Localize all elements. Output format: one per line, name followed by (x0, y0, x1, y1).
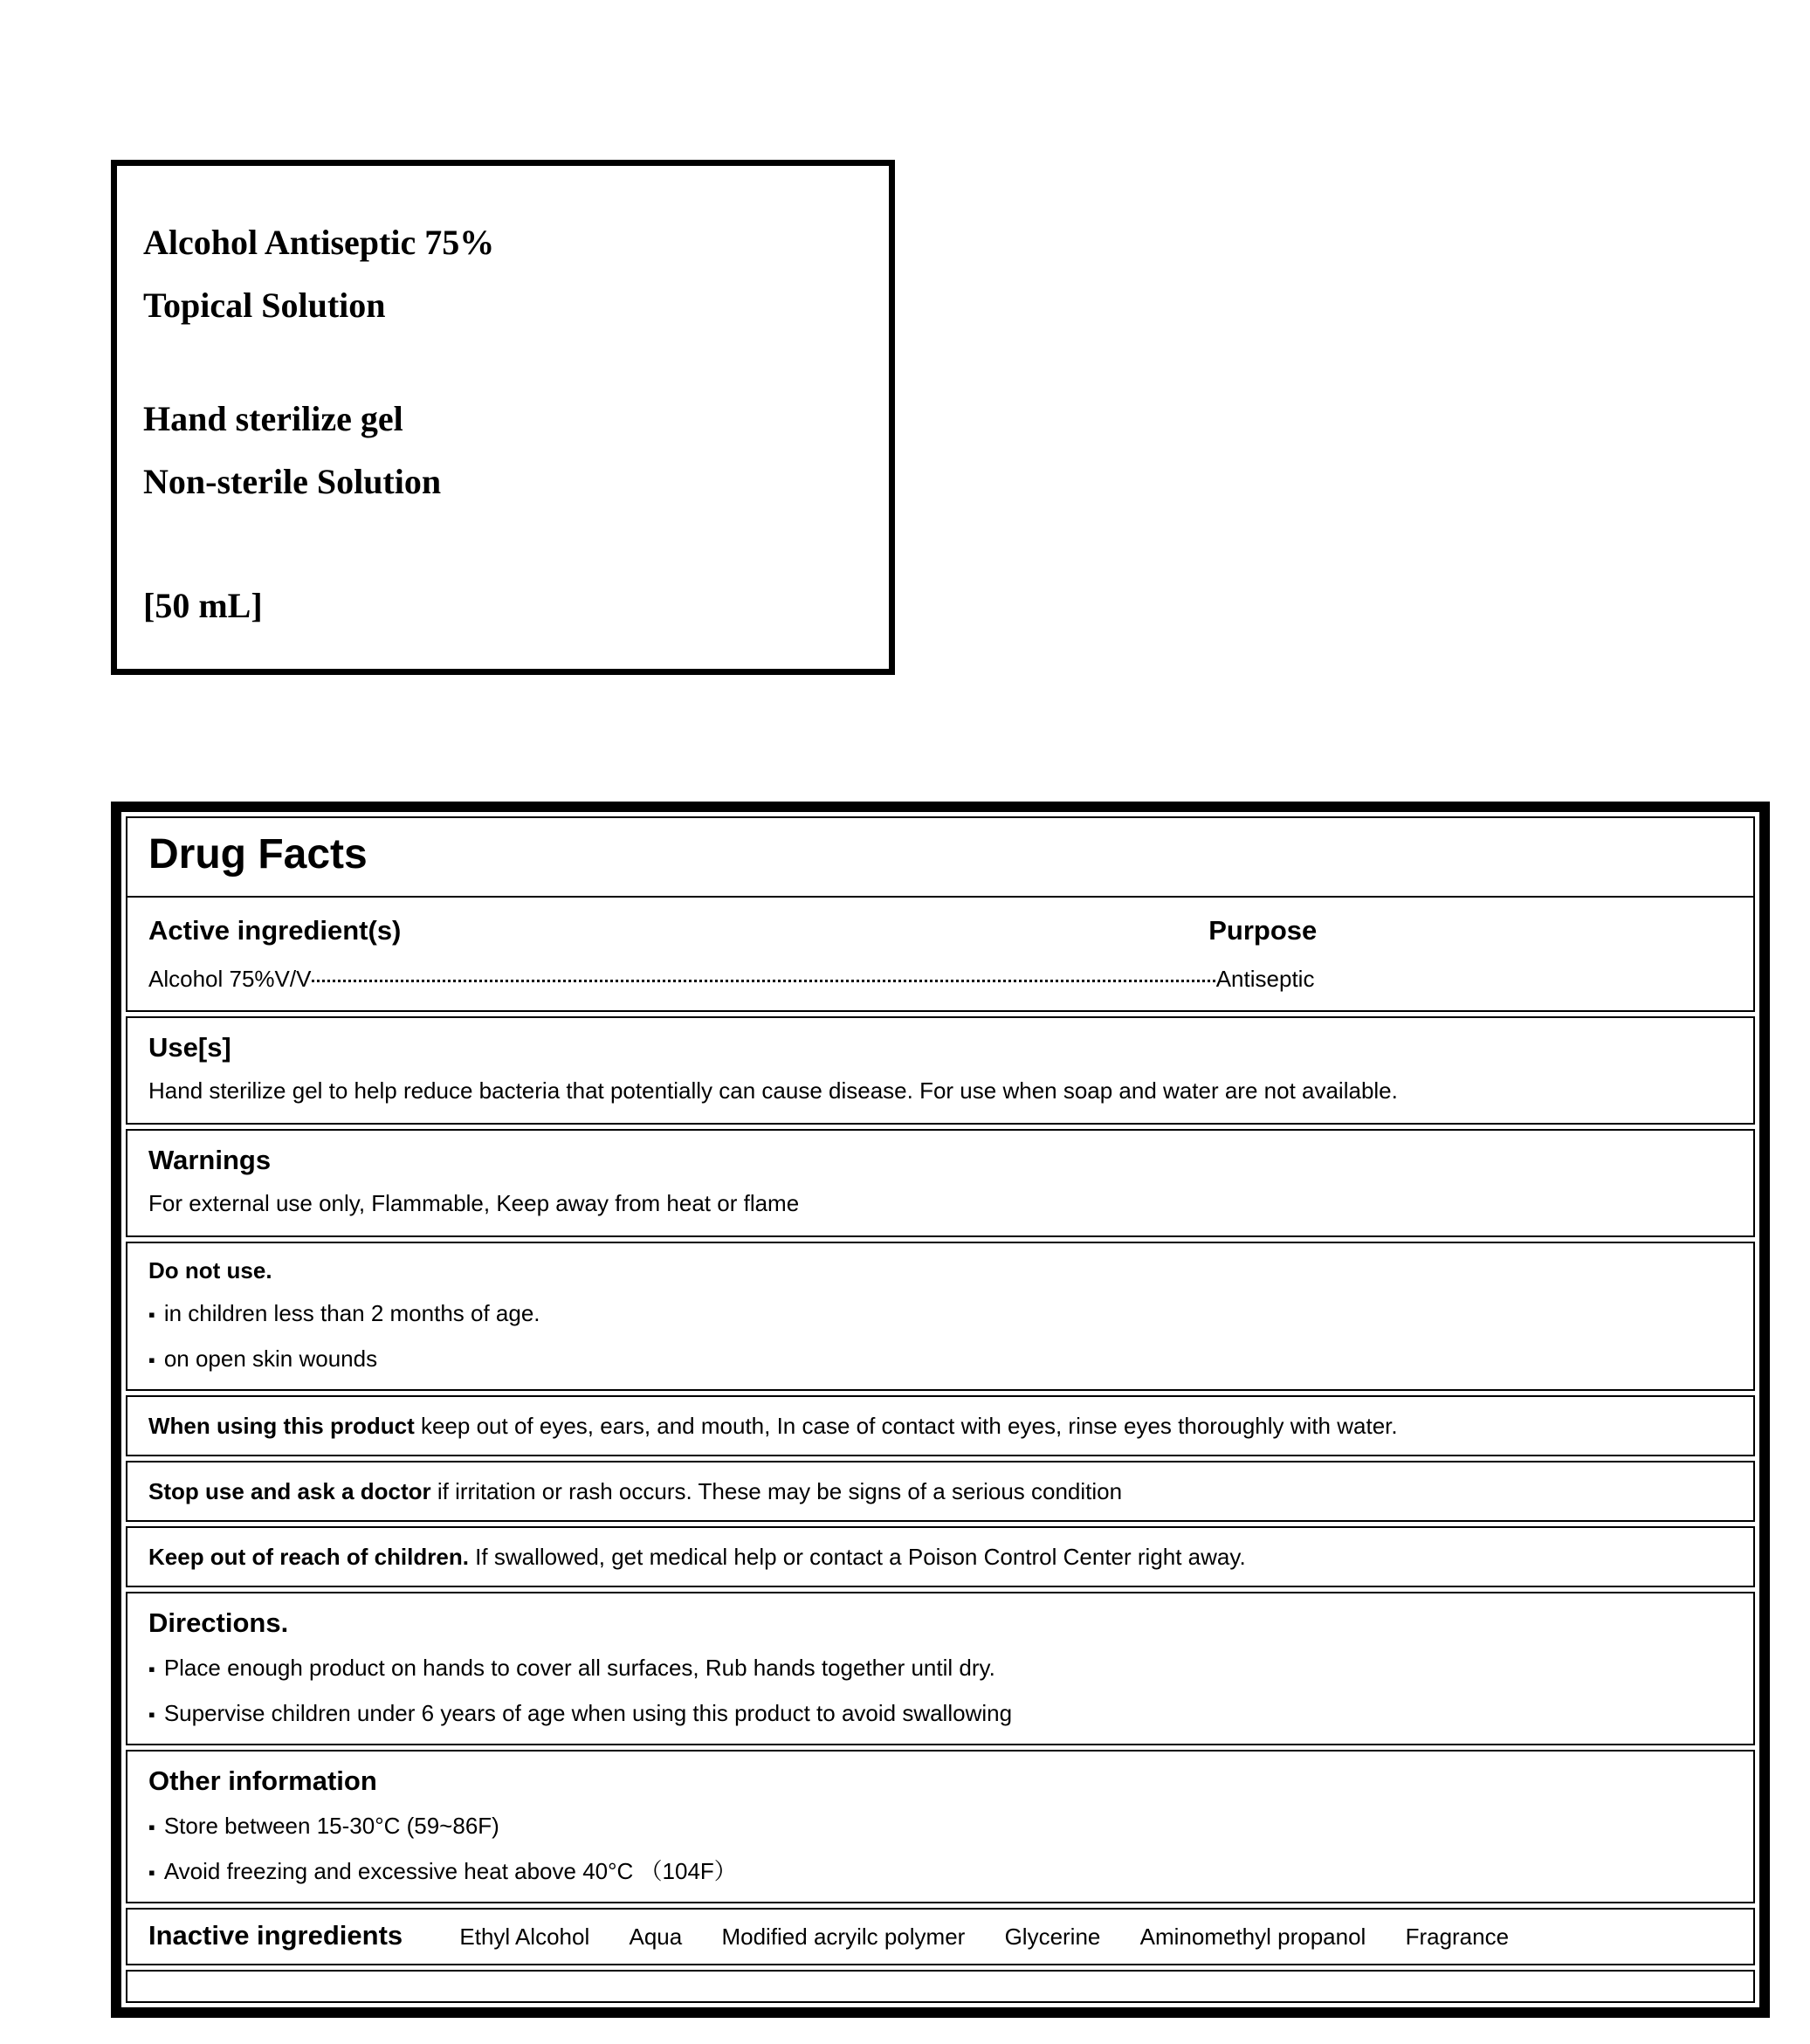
bullet-icon: ▪ (148, 1703, 155, 1725)
product-subtitle-line2: Non-sterile Solution (143, 462, 442, 501)
section-do-not-use (126, 1242, 1755, 1391)
keep-out-text: If swallowed, get medical help or contact a Poison Control Center right away. (468, 1544, 1246, 1570)
drug-facts-panel (111, 802, 1770, 2018)
inactive-ingredient: Ethyl Alcohol (459, 1924, 590, 1950)
bullet-icon: ▪ (148, 1816, 155, 1838)
directions-bullet-1-text: Place enough product on hands to cover all surfaces, Rub hands together until dry. (163, 1655, 995, 1681)
spacer (143, 337, 863, 388)
uses-text: Hand sterilize gel to help reduce bacteria that potentially can cause disease. For use when soap and water are not available. (148, 1077, 1398, 1104)
inactive-ingredient: Fragrance (1405, 1924, 1510, 1950)
dotted-leader (312, 980, 1215, 982)
warnings-heading: Warnings (148, 1145, 272, 1175)
bullet-icon: ▪ (148, 1304, 155, 1325)
section-stop-use (126, 1461, 1755, 1522)
do-not-use-bullet-2 (148, 1344, 1732, 1375)
when-using-lead: When using this product (148, 1413, 415, 1439)
warnings-text: For external use only, Flammable, Keep away from heat or flame (148, 1190, 800, 1216)
other-info-bullet-1-text: Store between 15-30°C (59~86F) (163, 1813, 499, 1839)
bullet-icon: ▪ (148, 1349, 155, 1371)
when-using-text: keep out of eyes, ears, and mouth, In case of contact with eyes, rinse eyes thoroughly with water. (414, 1413, 1398, 1439)
do-not-use-bullet-1 (148, 1298, 1732, 1330)
keep-out-lead: Keep out of reach of children. (148, 1544, 469, 1570)
product-subtitle-line1: Hand sterilize gel (143, 399, 403, 438)
active-ingredient-row (127, 950, 1335, 1010)
section-when-using (126, 1395, 1755, 1456)
section-inactive-ingredients (126, 1908, 1755, 1965)
keep-out-line (148, 1542, 1732, 1572)
section-uses (126, 1016, 1755, 1125)
active-ingredient-name: Alcohol 75%V/V (148, 966, 312, 992)
empty-footer-box (126, 1970, 1755, 2003)
directions-heading: Directions. (148, 1607, 289, 1638)
section-warnings (126, 1129, 1755, 1237)
bullet-icon: ▪ (148, 1862, 155, 1883)
other-info-bullet-2 (148, 1856, 1732, 1888)
product-title-line1: Alcohol Antiseptic 75% (143, 223, 495, 262)
stop-use-line (148, 1476, 1732, 1506)
other-info-bullet-2-text: Avoid freezing and excessive heat above 40°C （104F） (163, 1858, 737, 1884)
purpose-heading: Purpose (1208, 915, 1318, 946)
other-information-heading: Other information (148, 1765, 377, 1796)
purpose-value: Antiseptic (1215, 966, 1315, 992)
section-other-information (126, 1750, 1755, 1903)
inactive-ingredient: Aminomethyl propanol (1139, 1924, 1366, 1950)
active-ingredient-heading-row (127, 898, 1753, 950)
inactive-ingredient: Modified acryilc polymer (721, 1924, 966, 1950)
directions-bullet-2-text: Supervise children under 6 years of age when using this product to avoid swallowing (163, 1700, 1013, 1726)
product-volume: [50 mL] (143, 586, 263, 625)
other-info-bullet-1 (148, 1811, 1732, 1842)
when-using-line (148, 1411, 1732, 1441)
product-info-box (111, 160, 895, 675)
uses-heading: Use[s] (148, 1032, 231, 1063)
active-ingredient-heading: Active ingredient(s) (148, 915, 402, 946)
do-not-use-bullet-1-text: in children less than 2 months of age. (163, 1300, 540, 1326)
drug-facts-header-box (126, 816, 1755, 1012)
stop-use-lead: Stop use and ask a doctor (148, 1478, 431, 1504)
stop-use-text: if irritation or rash occurs. These may be signs of a serious condition (430, 1478, 1123, 1504)
inactive-ingredients-heading: Inactive ingredients (148, 1920, 403, 1951)
drug-facts-title: Drug Facts (148, 831, 368, 877)
inactive-ingredient: Glycerine (1004, 1924, 1101, 1950)
inactive-ingredient: Aqua (629, 1924, 683, 1950)
product-title-line2: Topical Solution (143, 286, 386, 325)
bullet-icon: ▪ (148, 1658, 155, 1680)
directions-bullet-2 (148, 1698, 1732, 1730)
directions-bullet-1 (148, 1653, 1732, 1684)
section-keep-out (126, 1526, 1755, 1587)
do-not-use-heading: Do not use. (148, 1257, 272, 1284)
section-directions (126, 1592, 1755, 1745)
spacer (143, 513, 863, 575)
do-not-use-bullet-2-text: on open skin wounds (163, 1345, 378, 1372)
